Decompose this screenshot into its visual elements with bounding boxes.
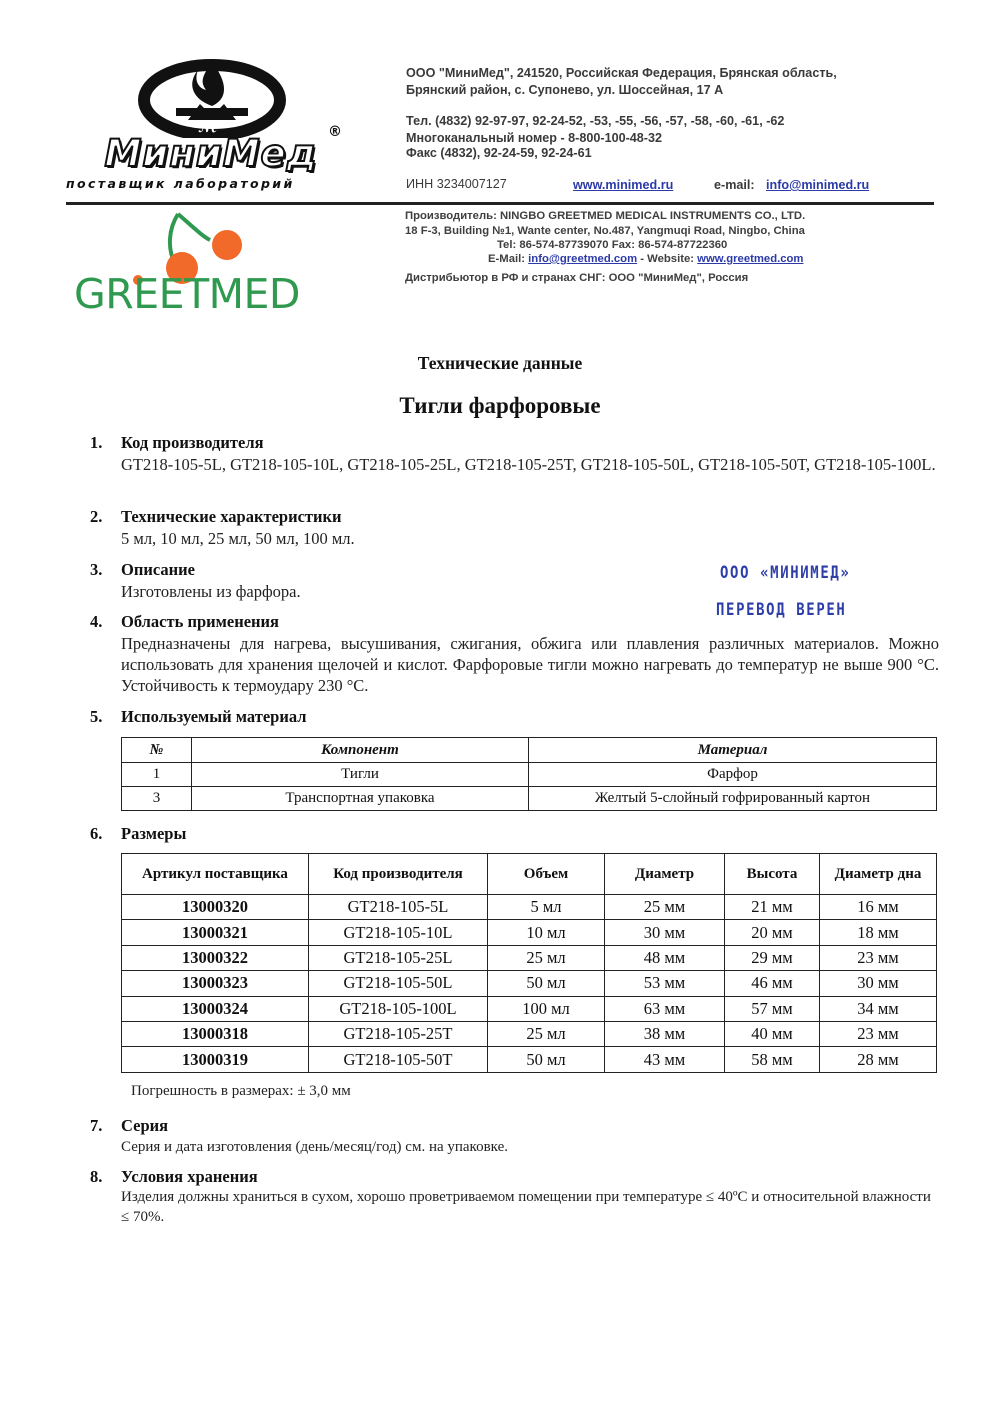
table-cell: Тигли — [192, 763, 529, 787]
manufacturer-name: Производитель: NINGBO GREETMED MEDICAL INSTRUMENTS CO., LTD. — [405, 210, 806, 222]
table-cell: 50 мл — [488, 1047, 605, 1072]
table-cell: GT218-105-50T — [309, 1047, 488, 1072]
svg-text:ℳ: ℳ — [198, 117, 217, 136]
table-cell: 48 мм — [605, 945, 725, 970]
table-header-row — [122, 854, 937, 895]
table-row — [122, 1047, 937, 1072]
table-cell: 58 мм — [725, 1047, 820, 1072]
section-2-text: 5 мл, 10 мл, 25 мл, 50 мл, 100 мл. — [121, 529, 355, 548]
table-cell: 100 мл — [488, 996, 605, 1021]
table-header-cell: Код производителя — [309, 854, 488, 895]
section-2-number: 2. — [90, 507, 103, 526]
manufacturer-address: 18 F-3, Building №1, Wante center, No.487, Yangmuqi Road, Ningbo, China — [405, 225, 805, 237]
table-header-cell: Диаметр дна — [820, 854, 937, 895]
manufacturer-email-link[interactable]: info@greetmed.com — [528, 253, 638, 265]
table-cell: 13000319 — [122, 1047, 309, 1072]
table-cell: 23 мм — [820, 945, 937, 970]
table-cell: GT218-105-25L — [309, 945, 488, 970]
table-cell: GT218-105-25T — [309, 1021, 488, 1046]
minimed-emblem-icon — [66, 58, 356, 138]
section-5-number: 5. — [90, 707, 103, 726]
company-address-line2: Брянский район, с. Супонево, ул. Шоссейная, 17 А — [406, 83, 724, 97]
sizes-table — [121, 853, 937, 1073]
document-title: Технические данные — [417, 353, 583, 373]
greetmed-logo — [70, 210, 320, 332]
table-row — [122, 763, 937, 787]
table-header-cell: Артикул поставщика — [122, 854, 309, 895]
section-7-number: 7. — [90, 1116, 103, 1135]
translation-stamp-line1: ООО «МИНИМЕД» — [720, 563, 851, 583]
table-cell: 23 мм — [820, 1021, 937, 1046]
section-3-text: Изготовлены из фарфора. — [121, 582, 301, 601]
table-cell: 25 мм — [605, 895, 725, 920]
table-cell: GT218-105-100L — [309, 996, 488, 1021]
table-cell: 30 мм — [605, 920, 725, 945]
section-8-text: Изделия должны храниться в сухом, хорошо проветриваемом помещении при температуре ≤ 40ºС и относительной влажности ≤ 70%. — [121, 1189, 931, 1225]
table-cell: 38 мм — [605, 1021, 725, 1046]
table-cell: 25 мл — [488, 945, 605, 970]
section-3-number: 3. — [90, 560, 103, 579]
table-cell: Желтый 5-слойный гофрированный картон — [529, 787, 937, 811]
company-inn: ИНН 3234007127 — [406, 177, 507, 191]
section-4-text: Предназначены для нагрева, высушивания, сжигания, обжига или плавления различных материалов. Можно использовать для хранения щелочей и кислот. Фарфоровые тигли можно нагревать до температур не выше 900 °С. Устойчивость к термоудару 230 °С. — [121, 634, 939, 695]
company-multichannel: Многоканальный номер - 8-800-100-48-32 — [406, 131, 662, 145]
document-subtitle: Тигли фарфоровые — [399, 393, 601, 418]
table-cell: 13000320 — [122, 895, 309, 920]
table-cell: 13000322 — [122, 945, 309, 970]
section-5-heading: Используемый материал — [121, 707, 307, 726]
company-website-link[interactable]: www.minimed.ru — [573, 178, 674, 192]
section-4-number: 4. — [90, 612, 103, 631]
section-1-text: GT218-105-5L, GT218-105-10L, GT218-105-25L, GT218-105-25T, GT218-105-50L, GT218-105-50T, GT218-105-100L. — [121, 455, 936, 474]
section-1-number: 1. — [90, 433, 103, 452]
manufacturer-website-link[interactable]: www.greetmed.com — [697, 253, 804, 265]
table-row — [122, 787, 937, 811]
table-row — [122, 1021, 937, 1046]
table-header-row — [122, 738, 937, 763]
greetmed-logo-word: GREETMED — [74, 270, 300, 318]
table-row — [122, 971, 937, 996]
section-8-number: 8. — [90, 1167, 103, 1186]
section-8-heading: Условия хранения — [121, 1167, 258, 1186]
table-cell: 63 мм — [605, 996, 725, 1021]
company-email-link[interactable]: info@minimed.ru — [766, 178, 870, 192]
table-cell: 50 мл — [488, 971, 605, 996]
table-cell: 13000318 — [122, 1021, 309, 1046]
table-cell: GT218-105-50L — [309, 971, 488, 996]
table-cell: 40 мм — [725, 1021, 820, 1046]
section-4-heading: Область применения — [121, 612, 279, 631]
table-cell: GT218-105-10L — [309, 920, 488, 945]
minimed-tagline: поставщик лабораторий — [66, 176, 295, 191]
translation-stamp-line2: ПЕРЕВОД ВЕРЕН — [716, 600, 847, 620]
section-7-text: Серия и дата изготовления (день/месяц/год) см. на упаковке. — [121, 1139, 508, 1155]
table-cell: 43 мм — [605, 1047, 725, 1072]
manufacturer-phone-fax: Tel: 86-574-87739070 Fax: 86-574-87722360 — [497, 239, 728, 251]
material-table — [121, 737, 937, 811]
table-cell: 29 мм — [725, 945, 820, 970]
section-2-heading: Технические характеристики — [121, 507, 342, 526]
section-7-heading: Серия — [121, 1116, 169, 1135]
table-cell: 3 — [122, 787, 192, 811]
table-cell: 25 мл — [488, 1021, 605, 1046]
table-cell: 16 мм — [820, 895, 937, 920]
table-row — [122, 945, 937, 970]
header-divider — [66, 202, 934, 205]
section-3-heading: Описание — [121, 560, 195, 579]
table-cell: Фарфор — [529, 763, 937, 787]
company-address-line1: ООО "МиниМед", 241520, Российская Федерация, Брянская область, — [406, 66, 837, 80]
table-cell: 13000321 — [122, 920, 309, 945]
section-6-number: 6. — [90, 824, 103, 843]
table-cell: 53 мм — [605, 971, 725, 996]
table-row — [122, 996, 937, 1021]
section-6-heading: Размеры — [121, 824, 187, 843]
minimed-logo — [66, 58, 356, 198]
table-cell: 13000324 — [122, 996, 309, 1021]
table-row — [122, 895, 937, 920]
table-header-cell: Материал — [529, 738, 937, 763]
company-email-label: e-mail: — [714, 178, 755, 192]
table-cell: 20 мм — [725, 920, 820, 945]
table-cell: GT218-105-5L — [309, 895, 488, 920]
tolerance-note: Погрешность в размерах: ± 3,0 мм — [131, 1083, 351, 1099]
distributor-line: Дистрибьютор в РФ и странах СНГ: ООО "МиниМед", Россия — [405, 272, 749, 284]
minimed-logo-word: МиниМед — [104, 132, 318, 175]
section-1-heading: Код производителя — [121, 433, 264, 452]
table-cell: 21 мм — [725, 895, 820, 920]
table-header-cell: Компонент — [192, 738, 529, 763]
table-cell: 30 мм — [820, 971, 937, 996]
table-header-cell: Высота — [725, 854, 820, 895]
table-cell: 1 — [122, 763, 192, 787]
table-cell: 57 мм — [725, 996, 820, 1021]
table-header-cell: Диаметр — [605, 854, 725, 895]
manufacturer-email-label: E-Mail: — [488, 253, 526, 265]
table-header-cell: Объем — [488, 854, 605, 895]
table-cell: 34 мм — [820, 996, 937, 1021]
registered-mark: ® — [328, 124, 342, 140]
table-cell: 10 мл — [488, 920, 605, 945]
table-cell: 18 мм — [820, 920, 937, 945]
table-header-cell: № — [122, 738, 192, 763]
table-cell: 46 мм — [725, 971, 820, 996]
table-cell: 28 мм — [820, 1047, 937, 1072]
company-phone: Тел. (4832) 92-97-97, 92-24-52, -53, -55, -56, -57, -58, -60, -61, -62 — [406, 114, 785, 128]
table-row — [122, 920, 937, 945]
table-cell: 13000323 — [122, 971, 309, 996]
company-fax: Факс (4832), 92-24-59, 92-24-61 — [406, 146, 592, 160]
table-cell: 5 мл — [488, 895, 605, 920]
manufacturer-website-label: - Website: — [640, 253, 695, 265]
table-cell: Транспортная упаковка — [192, 787, 529, 811]
